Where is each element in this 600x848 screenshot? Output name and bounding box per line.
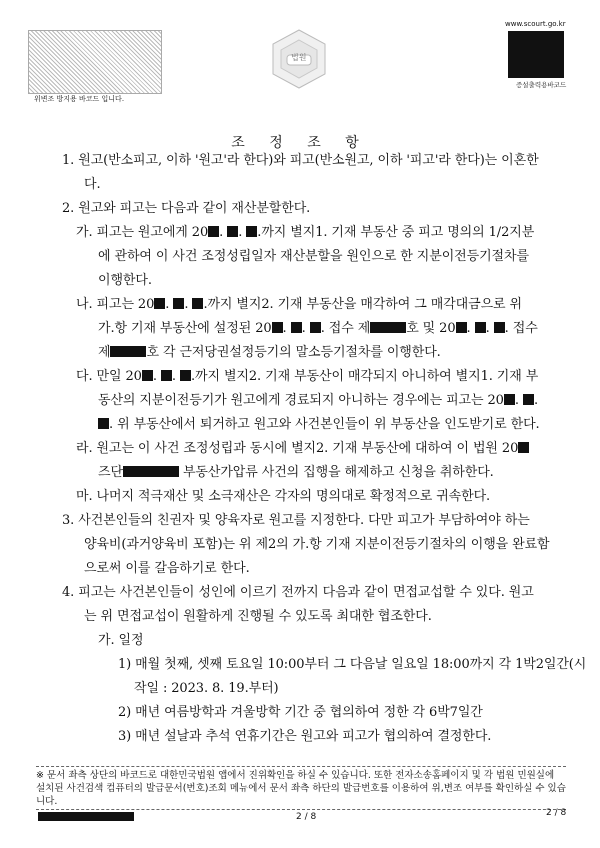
clause-2-na-text-c1: 제 — [98, 345, 111, 360]
redaction — [494, 322, 505, 333]
clause-4-item-1-line-a: 1) 매월 첫째, 셋째 토요일 10:00부터 그 다음날 일요일 18:00까지 각 1박2일간(시 — [118, 657, 587, 672]
document-title: 조 정 조 항 — [231, 135, 369, 151]
redaction — [142, 370, 153, 381]
clause-2-da-text-a2: .까지 별지2. 기재 부동산이 매각되지 아니하여 별지1. 기재 부 — [190, 369, 539, 384]
seal-text: 법원 — [291, 53, 307, 62]
clause-2-da-line-c: . 위 부동산에서 퇴거하고 원고와 사건본인들이 위 부동산을 인도받기로 한다. — [98, 416, 540, 434]
redaction — [246, 226, 257, 237]
clause-2-ga-text-a2: .까지 별지1. 기재 부동산 중 피고 명의의 1/2지분 — [257, 225, 535, 240]
clause-2-heading: 2. 원고와 피고는 다음과 같이 재산분할한다. — [62, 201, 311, 216]
clause-2-ga-text-a1: 가. 피고는 원고에게 20 — [76, 225, 209, 240]
clause-2-da-text-c1: 위 부동산에서 퇴거하고 원고와 사건본인들이 위 부동산을 인도받기로 한다. — [117, 417, 540, 432]
redaction — [208, 226, 219, 237]
clause-4-item-2: 2) 매년 여름방학과 겨울방학 기간 중 협의하여 정한 각 6박7일간 — [118, 705, 483, 720]
left-barcode-caption: 위변조 방지용 바코드 입니다. — [34, 95, 125, 103]
redaction — [272, 322, 283, 333]
clause-2-na-text-a2: .까지 별지2. 기재 부동산을 매각하여 그 매각대금으로 위 — [203, 297, 522, 312]
redaction — [475, 322, 486, 333]
clause-4-line-a: 4. 피고는 사건본인들이 성인에 이르기 전까지 다음과 같이 면접교섭할 수 있다. 원고 — [62, 585, 534, 600]
clause-2-ra-text-a1: 라. 원고는 이 사건 조정성립과 동시에 별지2. 기재 부동산에 대하여 이 법원 20 — [76, 441, 519, 456]
redaction — [310, 322, 321, 333]
clause-3-line-a: 3. 사건본인들의 친권자 및 양육자로 원고를 지정한다. 다만 피고가 부담하여야 하는 — [62, 513, 530, 528]
clause-3-line-c: 으로써 이를 갈음하기로 한다. — [84, 561, 250, 576]
clause-2-na-text-b1: 가.항 기재 부동산에 설정된 20 — [98, 321, 272, 336]
redaction — [98, 418, 109, 429]
clause-2-na-text-b3: 호 및 20 — [406, 321, 456, 336]
clause-2-na-text-b2: . 접수 제 — [320, 321, 371, 336]
clause-2-ma-line: 마. 나머지 적극재산 및 소극재산은 각자의 명의대로 확정적으로 귀속한다. — [76, 489, 491, 504]
clause-2-ra-text-b1: 즈단 — [98, 465, 123, 480]
clause-2-na-text-a1: 나. 피고는 20 — [76, 297, 155, 312]
right-barcode-caption: 증설출력용바코드 — [516, 81, 567, 89]
clause-4-line-b: 는 위 면접교섭이 원활하게 진행될 수 있도록 최대한 협조한다. — [84, 609, 432, 624]
clause-2-ga-line-b: 에 관하여 이 사건 조정성립일자 재산분할을 원인으로 한 지분이전등기절차를 — [98, 249, 529, 264]
clause-3-line-b: 양육비(과거양육비 포함)는 위 제2의 가.항 기재 지분이전등기절차의 이행을 완료함 — [84, 537, 550, 552]
redaction — [518, 442, 529, 453]
clause-2-na-line-c — [98, 344, 441, 362]
page-number-center: 2 / 8 — [296, 812, 317, 822]
redaction — [154, 298, 165, 309]
clause-4-ga-heading: 가. 일정 — [98, 633, 144, 648]
clause-2-ra-line-b — [98, 464, 494, 482]
left-barcode — [28, 30, 162, 94]
clause-4-item-3: 3) 매년 설날과 추석 연휴기간은 원고와 피고가 협의하여 결정한다. — [118, 729, 492, 744]
site-url: www.scourt.go.kr — [505, 20, 566, 28]
redaction — [192, 298, 203, 309]
verification-notice-text: ※ 문서 좌측 상단의 바코드로 대한민국법원 앱에서 진위확인을 하실 수 있습니다. 또한 전자소송홈페이지 및 각 법원 민원실에 설치된 사건검색 컴퓨터의 발급문서(번호)조회 메뉴에서 문서 좌측 하단의 발급번호를 이용하여 위,변조 여부를 확인하실 수 있습니다. — [36, 770, 566, 807]
redaction — [123, 466, 179, 477]
redaction — [504, 394, 515, 405]
clause-2-da-text-b1: 동산의 지분이전등기가 원고에게 경료되지 아니하는 경우에는 피고는 20 — [98, 393, 504, 408]
redaction — [161, 370, 172, 381]
redaction — [370, 322, 406, 333]
redaction — [291, 322, 302, 333]
clause-2-ga-line-c: 이행한다. — [98, 273, 152, 288]
page-number-right: 2 / 8 — [546, 808, 567, 818]
clause-2-da-line-a: 다. 만일 20 . . .까지 별지2. 기재 부동산이 매각되지 아니하여 별지1. 기재 부 — [76, 369, 539, 384]
clause-1-line-b: 다. — [84, 177, 101, 192]
clause-2-na-text-c2: 호 각 근저당권설정등기의 말소등기절차를 이행한다. — [146, 345, 441, 360]
redaction — [173, 298, 184, 309]
verification-notice — [36, 766, 566, 810]
clause-2-na-line-b: 가.항 기재 부동산에 설정된 20 . . . 접수 제 호 및 20 . . . 접수 — [98, 321, 538, 336]
right-barcode — [508, 31, 564, 78]
redaction — [110, 346, 146, 357]
court-seal — [268, 28, 330, 90]
clause-2-na-text-b4: . 접수 — [504, 321, 538, 336]
redaction — [227, 226, 238, 237]
clause-4-item-1-line-b: 작일 : 2023. 8. 19.부터) — [134, 681, 279, 696]
clause-2-ra-line-a — [76, 440, 529, 458]
clause-2-na-line-a: 나. 피고는 20 . . .까지 별지2. 기재 부동산을 매각하여 그 매각대금으로 위 — [76, 297, 522, 312]
clause-1-line-a: 1. 원고(반소피고, 이하 '원고'라 한다)와 피고(반소원고, 이하 '피고'라 한다)는 이혼한 — [62, 153, 539, 168]
clause-2-da-line-b: 동산의 지분이전등기가 원고에게 경료되지 아니하는 경우에는 피고는 20 . . — [98, 393, 538, 408]
clause-2-ra-text-b2: 부동산가압류 사건의 집행을 해제하고 신청을 취하한다. — [182, 465, 494, 480]
redaction — [456, 322, 467, 333]
redaction — [180, 370, 191, 381]
clause-2-ga-line-a: 가. 피고는 원고에게 20 . . .까지 별지1. 기재 부동산 중 피고 명의의 1/2지분 — [76, 225, 535, 240]
redaction — [523, 394, 534, 405]
issue-number-redaction — [38, 812, 134, 821]
clause-2-da-text-a1: 다. 만일 20 — [76, 369, 142, 384]
